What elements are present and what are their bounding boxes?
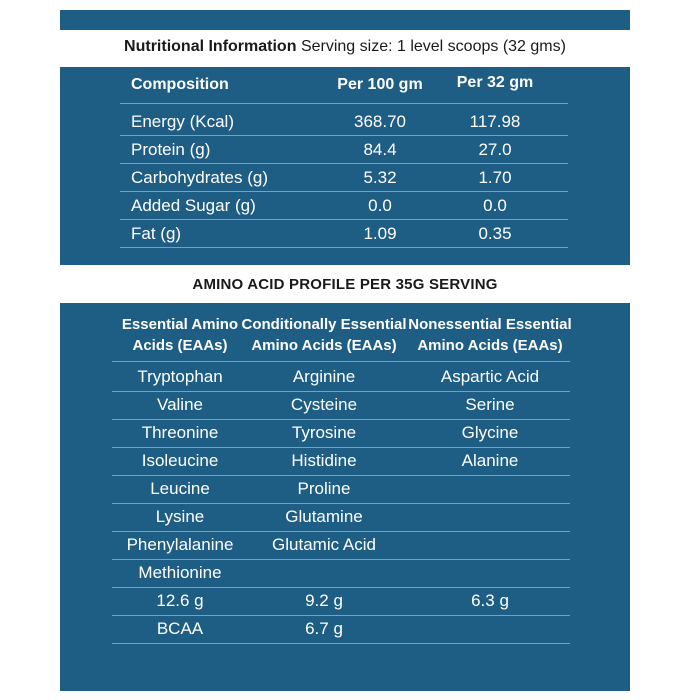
row-divider: [120, 135, 568, 136]
col-header-composition: Composition: [131, 76, 229, 93]
amino-cell: 6.7 g: [305, 619, 343, 638]
per-32-value: 0.35: [478, 224, 512, 243]
header-divider: [120, 103, 568, 104]
amino-cell: Arginine: [292, 367, 356, 386]
amino-cell: Valine: [157, 395, 203, 414]
nutrient-name: Carbohydrates (g): [131, 168, 269, 187]
per-100-value: 368.70: [354, 112, 406, 131]
per-32-value: 1.70: [478, 168, 512, 187]
col-header-nonessential: [405, 314, 575, 356]
amino-cell: 6.3 g: [471, 591, 509, 610]
header-line: Amino Acids (EAAs): [251, 337, 397, 354]
col-header-per-32: Per 32 gm: [456, 74, 534, 91]
header-line: Essential Amino: [121, 316, 239, 333]
amino-cell: 9.2 g: [305, 591, 343, 610]
row-divider: [112, 419, 570, 420]
header-line: Amino Acids (EAAs): [417, 337, 563, 354]
per-100-value: 5.32: [363, 168, 397, 187]
amino-cell: Alanine: [461, 451, 519, 470]
amino-cell: Phenylalanine: [126, 535, 234, 554]
row-divider: [120, 247, 568, 248]
header-line: Acids (EAAs): [132, 337, 228, 354]
amino-cell: Serine: [465, 395, 515, 414]
amino-cell: Cysteine: [290, 395, 358, 414]
nutrient-name: Protein (g): [131, 140, 211, 159]
top-banner: [60, 10, 630, 30]
nutrition-heading: [0, 38, 690, 56]
amino-cell: Glycine: [461, 423, 519, 442]
header-divider: [112, 361, 570, 362]
row-divider: [112, 531, 570, 532]
amino-cell: Glutamic Acid: [272, 535, 376, 554]
row-divider: [120, 163, 568, 164]
amino-cell: Histidine: [291, 451, 357, 470]
nutrient-name: Fat (g): [131, 224, 182, 243]
per-32-value: 117.98: [469, 112, 521, 131]
row-divider: [112, 475, 570, 476]
per-100-value: 0.0: [368, 196, 392, 215]
per-32-value: 27.0: [478, 140, 512, 159]
row-divider: [112, 615, 570, 616]
amino-cell: Glutamine: [285, 507, 363, 526]
per-32-value: 0.0: [483, 196, 507, 215]
row-divider: [120, 219, 568, 220]
nutrition-title: Nutritional Information: [124, 38, 297, 55]
nutrient-name: Energy (Kcal): [131, 112, 234, 131]
row-divider: [112, 587, 570, 588]
serving-size: Serving size: 1 level scoops (32 gms): [300, 38, 566, 55]
col-header-per-100: Per 100 gm: [337, 76, 423, 93]
per-100-value: 1.09: [363, 224, 397, 243]
amino-cell: Methionine: [138, 563, 222, 582]
per-100-value: 84.4: [363, 140, 397, 159]
amino-cell: Proline: [297, 479, 351, 498]
amino-cell: Aspartic Acid: [440, 367, 540, 386]
row-divider: [112, 503, 570, 504]
amino-cell: Isoleucine: [141, 451, 219, 470]
header-line: Nonessential Essential: [408, 316, 572, 333]
nutrient-name: Added Sugar (g): [131, 196, 256, 215]
amino-heading: AMINO ACID PROFILE PER 35G SERVING: [192, 276, 498, 293]
amino-cell: 12.6 g: [156, 591, 204, 610]
amino-cell: Tyrosine: [291, 423, 357, 442]
amino-cell: Leucine: [150, 479, 210, 498]
col-header-conditional: [240, 314, 408, 356]
amino-cell: Lysine: [155, 507, 205, 526]
col-header-essential: [110, 314, 250, 356]
amino-cell: Threonine: [141, 423, 219, 442]
amino-cell: BCAA: [156, 619, 204, 638]
amino-cell: Tryptophan: [137, 367, 223, 386]
header-line: Conditionally Essential: [241, 316, 407, 333]
row-divider: [120, 191, 568, 192]
row-divider: [112, 643, 570, 644]
row-divider: [112, 559, 570, 560]
row-divider: [112, 447, 570, 448]
row-divider: [112, 391, 570, 392]
